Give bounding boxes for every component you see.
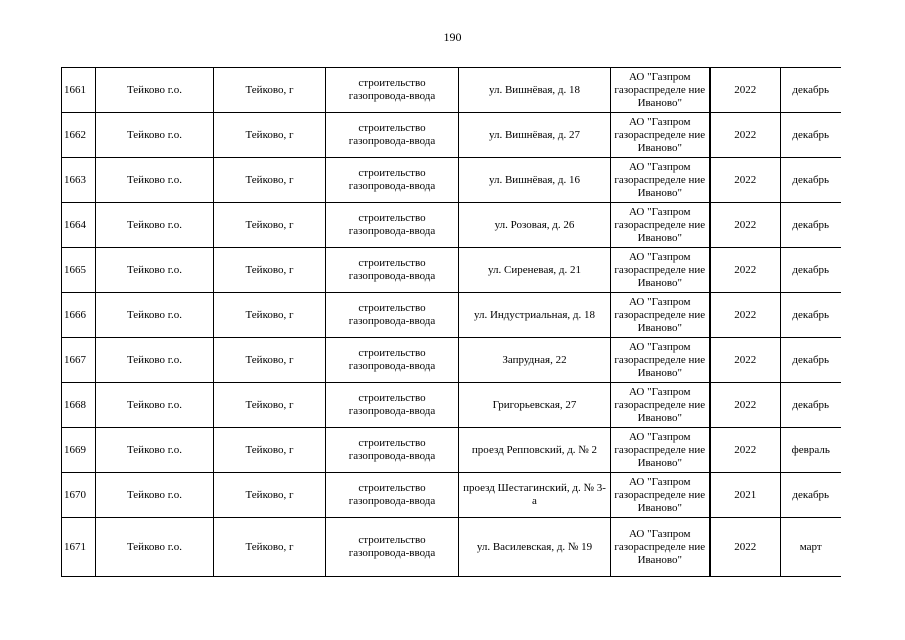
address-cell: ул. Сиреневая, д. 21 xyxy=(459,248,611,293)
table-row xyxy=(62,473,841,518)
work-type-cell: строительство газопровода-ввода xyxy=(326,473,459,518)
month-cell: декабрь xyxy=(781,203,841,248)
table-row xyxy=(62,338,841,383)
year-cell: 2021 xyxy=(710,473,781,518)
year-cell: 2022 xyxy=(710,428,781,473)
year-cell: 2022 xyxy=(710,203,781,248)
settlement-cell: Тейково, г xyxy=(214,383,326,428)
month-cell: декабрь xyxy=(781,293,841,338)
work-type-cell: строительство газопровода-ввода xyxy=(326,158,459,203)
address-cell: проезд Шестагинский, д. № 3-а xyxy=(459,473,611,518)
month-cell: декабрь xyxy=(781,248,841,293)
work-type-cell: строительство газопровода-ввода xyxy=(326,113,459,158)
month-cell: декабрь xyxy=(781,68,841,113)
settlement-cell: Тейково, г xyxy=(214,158,326,203)
work-type-cell: строительство газопровода-ввода xyxy=(326,383,459,428)
table-row xyxy=(62,113,841,158)
month-cell: март xyxy=(781,518,841,577)
row-number-cell: 1663 xyxy=(62,158,96,203)
district-cell: Тейково г.о. xyxy=(96,473,214,518)
row-number-cell: 1668 xyxy=(62,383,96,428)
row-number-cell: 1662 xyxy=(62,113,96,158)
settlement-cell: Тейково, г xyxy=(214,473,326,518)
month-cell: декабрь xyxy=(781,158,841,203)
table-row xyxy=(62,158,841,203)
settlement-cell: Тейково, г xyxy=(214,113,326,158)
row-number-cell: 1671 xyxy=(62,518,96,577)
organization-cell: АО "Газпром газораспределе ние Иваново" xyxy=(611,293,710,338)
work-type-cell: строительство газопровода-ввода xyxy=(326,428,459,473)
year-cell: 2022 xyxy=(710,68,781,113)
settlement-cell: Тейково, г xyxy=(214,338,326,383)
district-cell: Тейково г.о. xyxy=(96,383,214,428)
month-cell: декабрь xyxy=(781,338,841,383)
organization-cell: АО "Газпром газораспределе ние Иваново" xyxy=(611,428,710,473)
district-cell: Тейково г.о. xyxy=(96,158,214,203)
year-cell: 2022 xyxy=(710,293,781,338)
month-cell: декабрь xyxy=(781,113,841,158)
table-row xyxy=(62,383,841,428)
district-cell: Тейково г.о. xyxy=(96,68,214,113)
organization-cell: АО "Газпром газораспределе ние Иваново" xyxy=(611,338,710,383)
settlement-cell: Тейково, г xyxy=(214,203,326,248)
work-type-cell: строительство газопровода-ввода xyxy=(326,68,459,113)
address-cell: ул. Индустриальная, д. 18 xyxy=(459,293,611,338)
settlement-cell: Тейково, г xyxy=(214,428,326,473)
district-cell: Тейково г.о. xyxy=(96,203,214,248)
address-cell: ул. Василевская, д. № 19 xyxy=(459,518,611,577)
organization-cell: АО "Газпром газораспределе ние Иваново" xyxy=(611,248,710,293)
row-number-cell: 1670 xyxy=(62,473,96,518)
organization-cell: АО "Газпром газораспределе ние Иваново" xyxy=(611,68,710,113)
row-number-cell: 1669 xyxy=(62,428,96,473)
row-number-cell: 1665 xyxy=(62,248,96,293)
district-cell: Тейково г.о. xyxy=(96,113,214,158)
table-row xyxy=(62,428,841,473)
row-number-cell: 1661 xyxy=(62,68,96,113)
organization-cell: АО "Газпром газораспределе ние Иваново" xyxy=(611,383,710,428)
work-type-cell: строительство газопровода-ввода xyxy=(326,248,459,293)
year-cell: 2022 xyxy=(710,113,781,158)
month-cell: декабрь xyxy=(781,383,841,428)
address-cell: Григорьевская, 27 xyxy=(459,383,611,428)
work-type-cell: строительство газопровода-ввода xyxy=(326,293,459,338)
table-row xyxy=(62,203,841,248)
works-table xyxy=(61,67,841,577)
settlement-cell: Тейково, г xyxy=(214,248,326,293)
year-cell: 2022 xyxy=(710,158,781,203)
organization-cell: АО "Газпром газораспределе ние Иваново" xyxy=(611,473,710,518)
address-cell: ул. Вишнёвая, д. 27 xyxy=(459,113,611,158)
district-cell: Тейково г.о. xyxy=(96,518,214,577)
address-cell: ул. Вишнёвая, д. 16 xyxy=(459,158,611,203)
table-row xyxy=(62,293,841,338)
address-cell: Запрудная, 22 xyxy=(459,338,611,383)
year-cell: 2022 xyxy=(710,518,781,577)
work-type-cell: строительство газопровода-ввода xyxy=(326,203,459,248)
district-cell: Тейково г.о. xyxy=(96,248,214,293)
organization-cell: АО "Газпром газораспределе ние Иваново" xyxy=(611,203,710,248)
address-cell: ул. Вишнёвая, д. 18 xyxy=(459,68,611,113)
district-cell: Тейково г.о. xyxy=(96,293,214,338)
district-cell: Тейково г.о. xyxy=(96,338,214,383)
work-type-cell: строительство газопровода-ввода xyxy=(326,518,459,577)
organization-cell: АО "Газпром газораспределе ние Иваново" xyxy=(611,158,710,203)
page-number: 190 xyxy=(443,30,462,44)
month-cell: февраль xyxy=(781,428,841,473)
year-cell: 2022 xyxy=(710,338,781,383)
settlement-cell: Тейково, г xyxy=(214,518,326,577)
row-number-cell: 1666 xyxy=(62,293,96,338)
row-number-cell: 1664 xyxy=(62,203,96,248)
district-cell: Тейково г.о. xyxy=(96,428,214,473)
month-cell: декабрь xyxy=(781,473,841,518)
organization-cell: АО "Газпром газораспределе ние Иваново" xyxy=(611,518,710,577)
year-cell: 2022 xyxy=(710,383,781,428)
address-cell: ул. Розовая, д. 26 xyxy=(459,203,611,248)
settlement-cell: Тейково, г xyxy=(214,68,326,113)
work-type-cell: строительство газопровода-ввода xyxy=(326,338,459,383)
year-cell: 2022 xyxy=(710,248,781,293)
address-cell: проезд Репповский, д. № 2 xyxy=(459,428,611,473)
table-row xyxy=(62,68,841,113)
row-number-cell: 1667 xyxy=(62,338,96,383)
table-row xyxy=(62,518,841,577)
settlement-cell: Тейково, г xyxy=(214,293,326,338)
table-body xyxy=(62,68,841,577)
table-row xyxy=(62,248,841,293)
organization-cell: АО "Газпром газораспределе ние Иваново" xyxy=(611,113,710,158)
